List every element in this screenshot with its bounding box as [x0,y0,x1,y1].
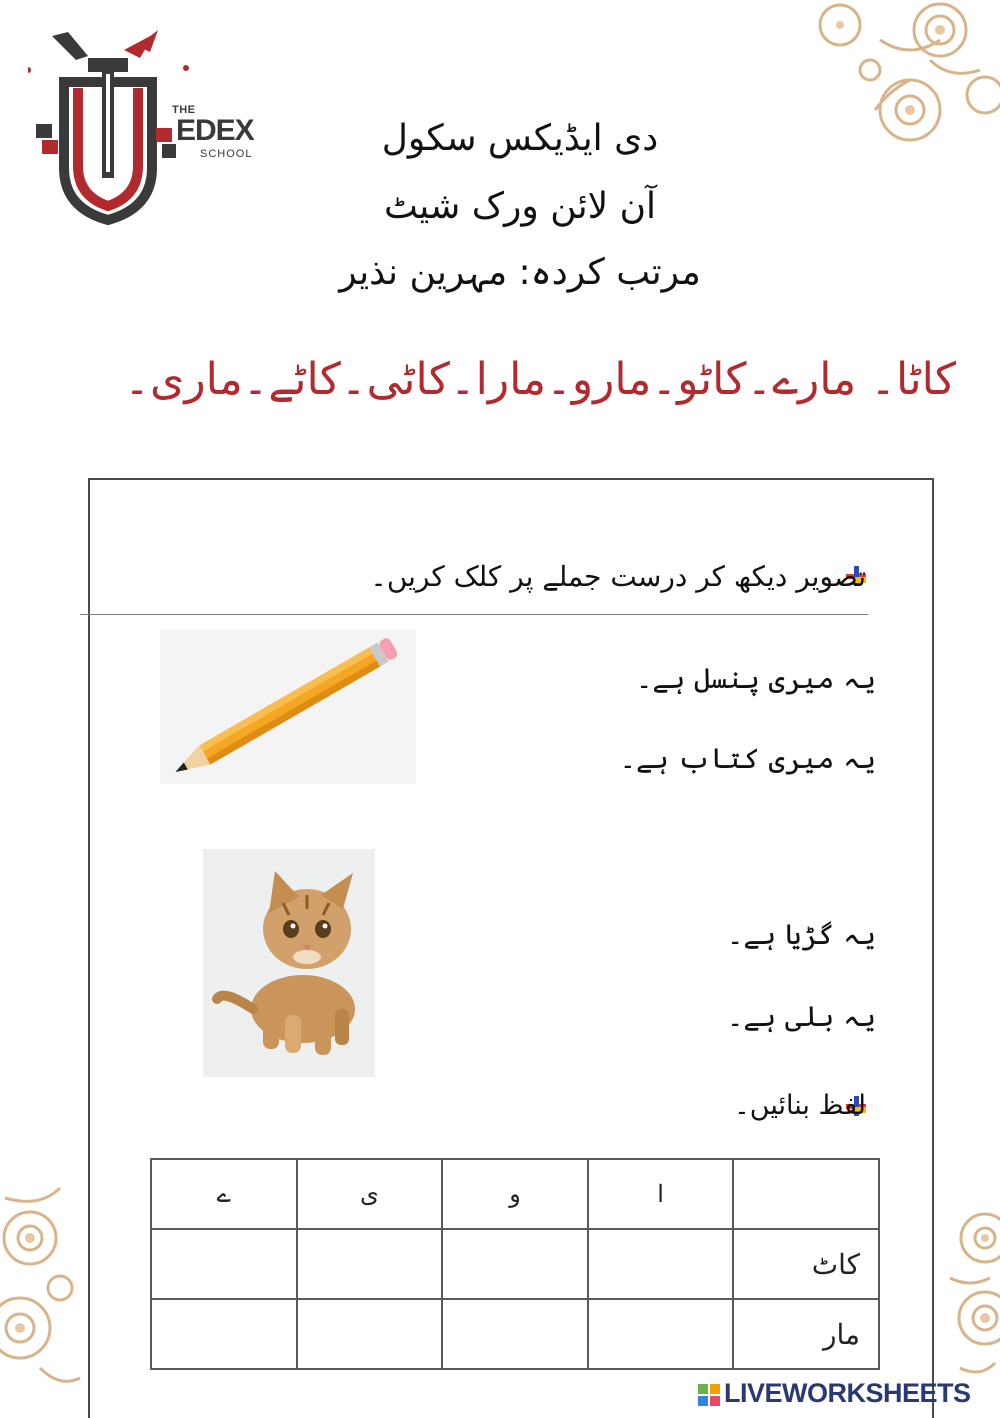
instruction-make-words: لفظ بنائیں۔ [733,1090,866,1121]
school-name: دی ایڈیکس سکول [381,118,659,159]
logo-the-text: THE [172,104,196,116]
worksheet-title: آن لائن ورک شیٹ [383,186,657,227]
ornament-top-right [780,0,1000,170]
answer-cell[interactable] [588,1299,734,1369]
table-header-cell: ے [151,1159,297,1229]
instruction-divider [80,614,868,615]
answer-cell[interactable] [151,1299,297,1369]
answer-cell[interactable] [297,1229,443,1299]
table-row [151,1229,879,1299]
answer-cell[interactable] [588,1229,734,1299]
option-cat[interactable]: یہ بلی ہے۔ [726,1000,876,1033]
table-header-row [151,1159,879,1229]
instruction-select-sentence: تصویر دیکھ کر درست جملے پر کلک کریں۔ [370,560,866,593]
ornament-bottom-left [0,1178,90,1414]
logo-edex-text: EDEX [176,114,254,147]
pencil-image [160,630,416,784]
row-label-kaat: کاٹ [733,1229,879,1299]
word-formation-table [150,1158,880,1370]
answer-cell[interactable] [442,1299,588,1369]
liveworksheets-logo-icon [698,1384,720,1406]
table-header-cell [733,1159,879,1229]
kitten-image [203,849,375,1077]
table-header-cell: و [442,1159,588,1229]
table-header-cell: ی [297,1159,443,1229]
table-row [151,1299,879,1369]
author-line: مرتب کردہ: مہرین نذیر [339,252,701,293]
edex-logo [28,28,298,228]
answer-cell[interactable] [151,1229,297,1299]
option-doll[interactable]: یہ گڑیا ہے۔ [726,918,876,951]
answer-cell[interactable] [297,1299,443,1369]
word-banner: کاٹا۔ مارے۔کاٹو۔مارو۔مارا۔کاٹی۔کاٹے۔ماری۔ [124,354,956,405]
option-pencil[interactable]: یہ میری پنسل ہے۔ [636,662,876,695]
option-book[interactable]: یہ میری کتاب ہے۔ [619,742,876,775]
row-label-maar: مار [733,1299,879,1369]
logo-school-text: SCHOOL [200,148,253,160]
liveworksheets-watermark: LIVEWORKSHEETS [724,1378,971,1408]
answer-cell[interactable] [442,1229,588,1299]
table-header-cell: ا [588,1159,734,1229]
